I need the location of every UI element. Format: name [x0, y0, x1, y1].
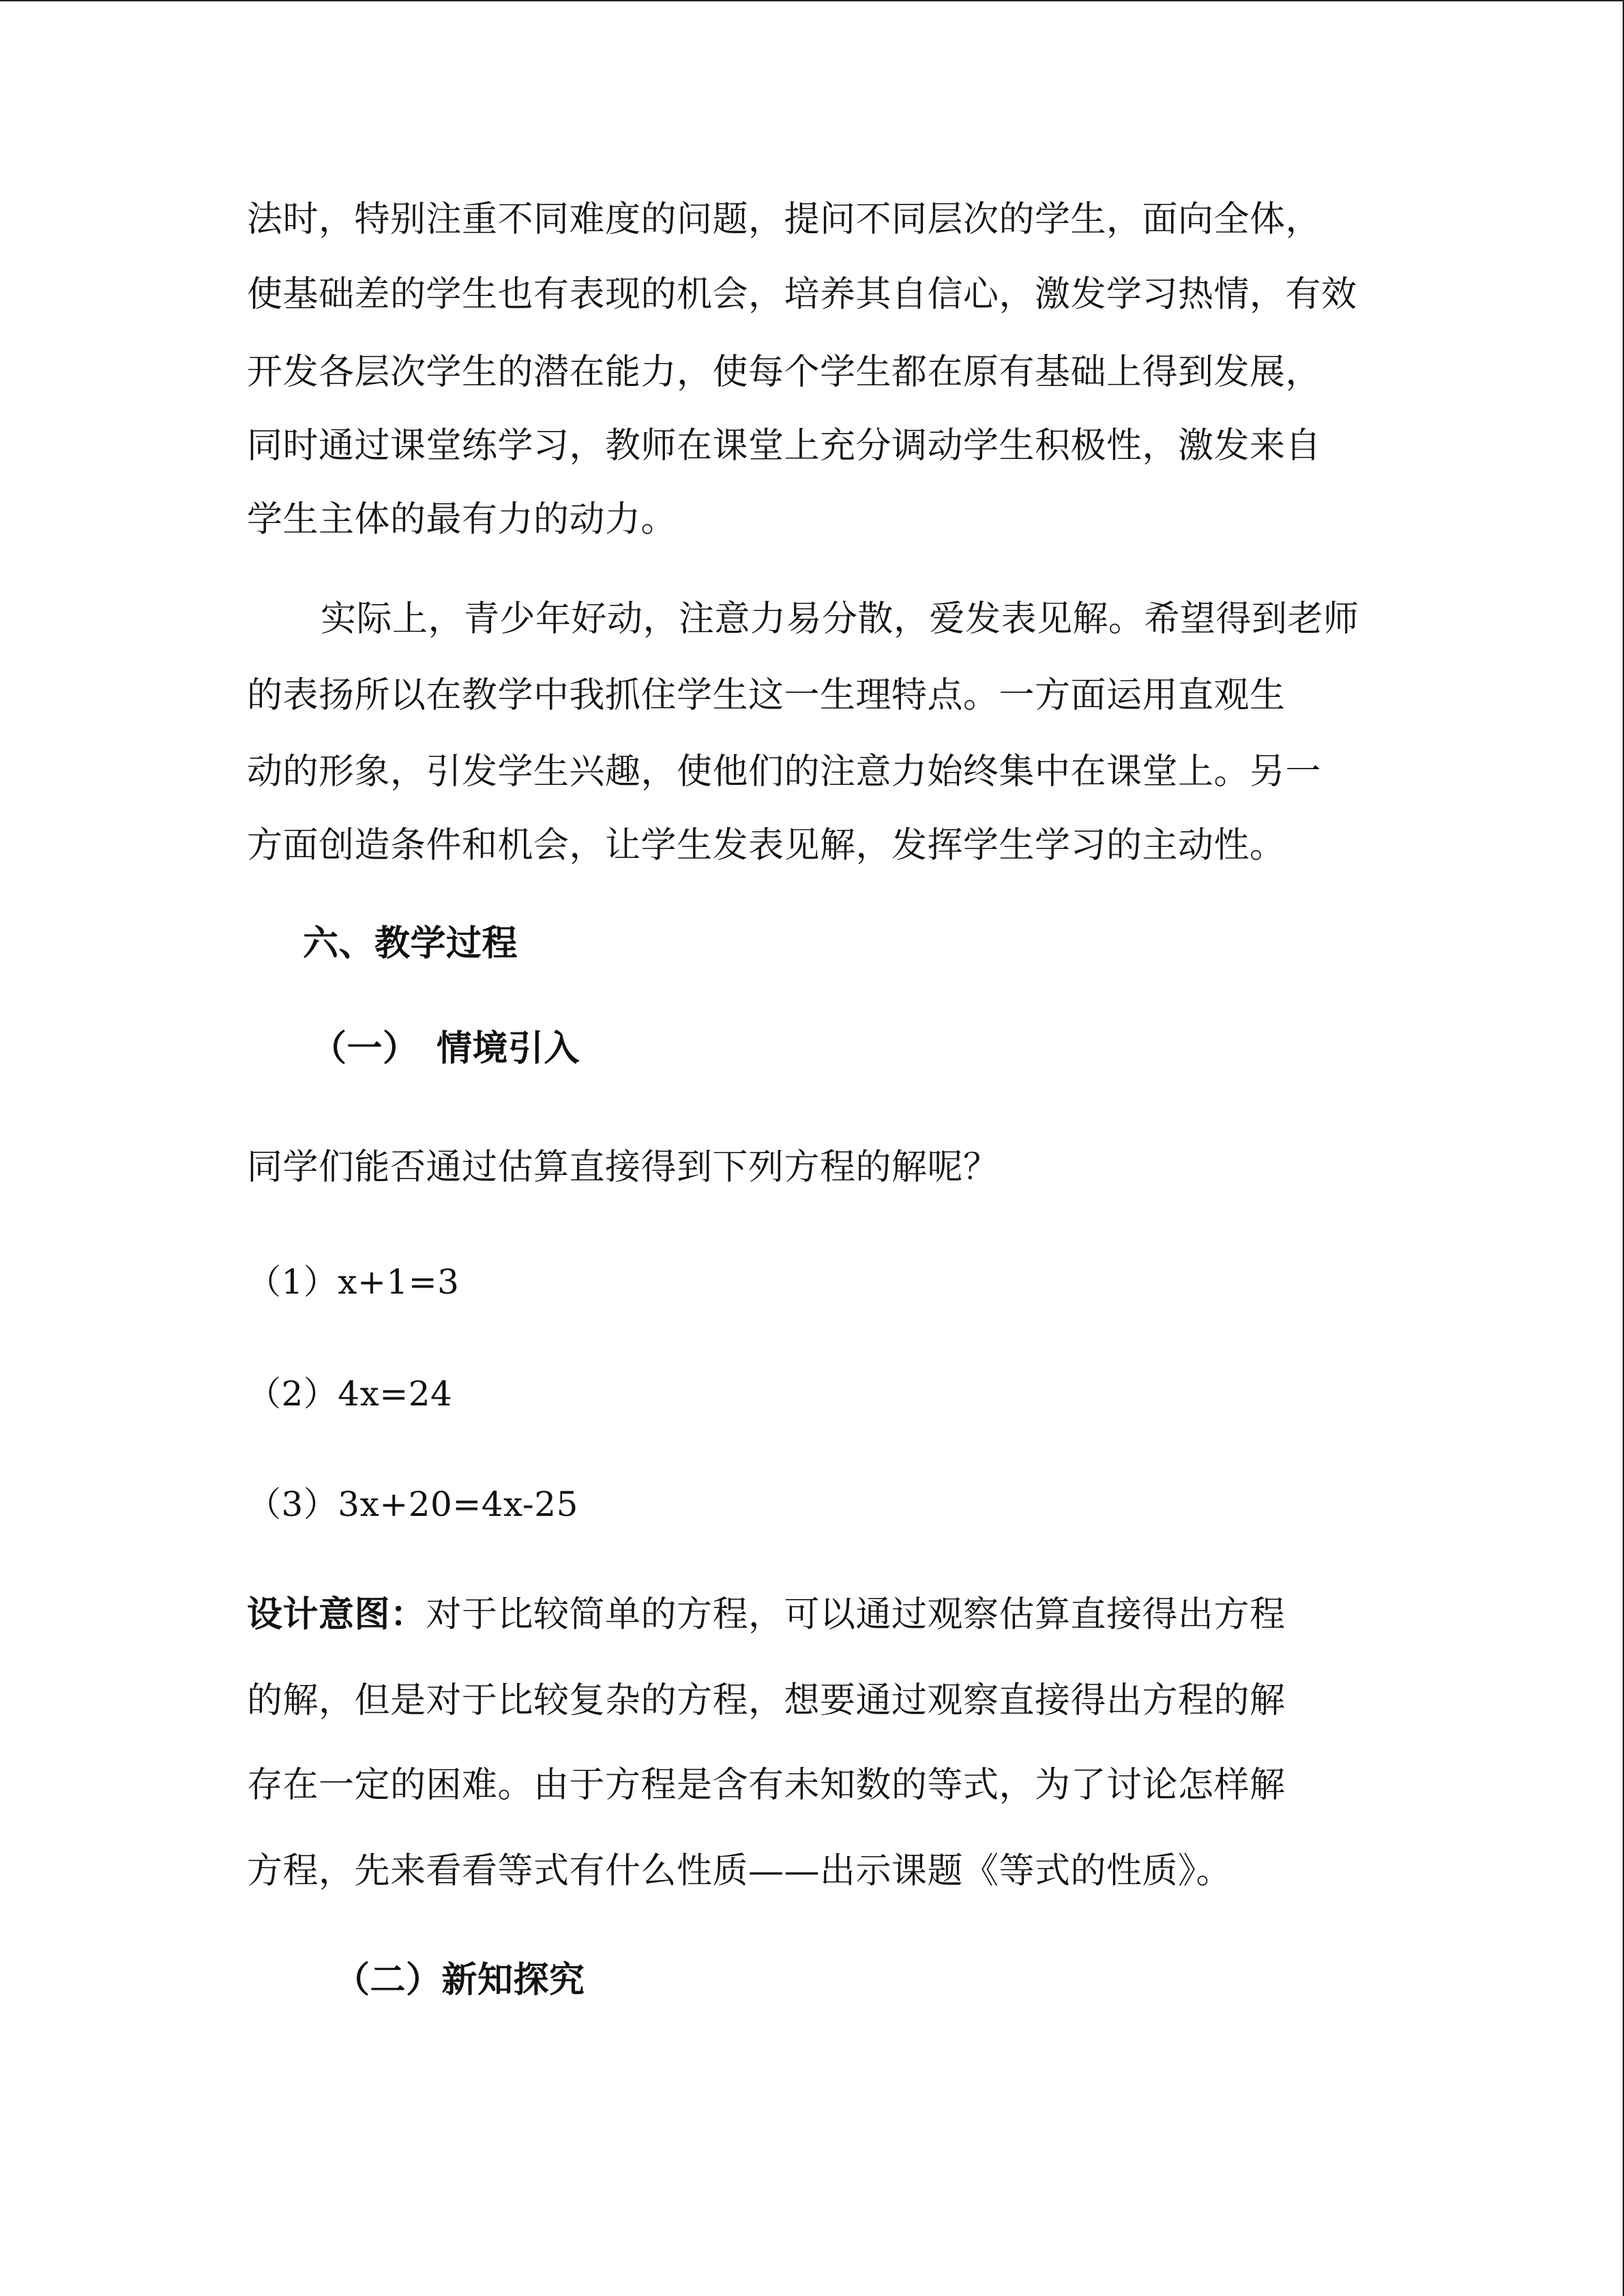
design-intent-text: 对于比较简单的方程，可以通过观察估算直接得出方程 [426, 1594, 1286, 1635]
paragraph2-line-1: 实际上，青少年好动，注意力易分散，爱发表见解。希望得到老师 [321, 599, 1359, 640]
design-intent-line-2: 的解，但是对于比较复杂的方程，想要通过观察直接得出方程的解 [247, 1680, 1286, 1721]
subsection2-heading: （二）新知探究 [334, 1959, 585, 2001]
paragraph1-line-2: 使基础差的学生也有表现的机会，培养其自信心，激发学习热情，有效 [247, 274, 1357, 315]
question-text: 同学们能否通过估算直接得到下列方程的解呢？ [247, 1147, 999, 1188]
design-intent-line-1 [247, 1593, 1286, 1637]
paragraph1-line-4: 同时通过课堂练学习，教师在课堂上充分调动学生积极性，激发来自 [247, 426, 1322, 466]
paragraph1-line-5: 学生主体的最有力的动力。 [247, 499, 677, 540]
design-intent-line-4: 方程，先来看看等式有什么性质——出示课题《等式的性质》。 [247, 1851, 1232, 1892]
paragraph2-line-2: 的表扬所以在教学中我抓住学生这一生理特点。一方面运用直观生 [247, 675, 1286, 716]
paragraph1-line-1: 法时，特别注重不同难度的问题，提问不同层次的学生，面向全体， [247, 199, 1322, 240]
subsection-title: 情境引入 [437, 1028, 580, 1069]
equation-3: （3）3x+20=4x-25 [247, 1485, 578, 1524]
section-heading: 六、教学过程 [303, 923, 518, 964]
design-intent-label: 设计意图： [247, 1594, 426, 1635]
equation-1: （1）x+1=3 [247, 1262, 460, 1302]
design-intent-line-3: 存在一定的困难。由于方程是含有未知数的等式，为了讨论怎样解 [247, 1765, 1286, 1806]
equation-2: （2）4x=24 [247, 1374, 453, 1414]
paragraph2-line-4: 方面创造条件和机会，让学生发表见解，发挥学生学习的主动性。 [247, 825, 1286, 866]
paragraph1-line-3: 开发各层次学生的潜在能力，使每个学生都在原有基础上得到发展， [247, 352, 1322, 393]
subsection-number: （一） [311, 1028, 419, 1069]
paragraph2-line-3: 动的形象，引发学生兴趣，使他们的注意力始终集中在课堂上。另一 [247, 751, 1322, 792]
